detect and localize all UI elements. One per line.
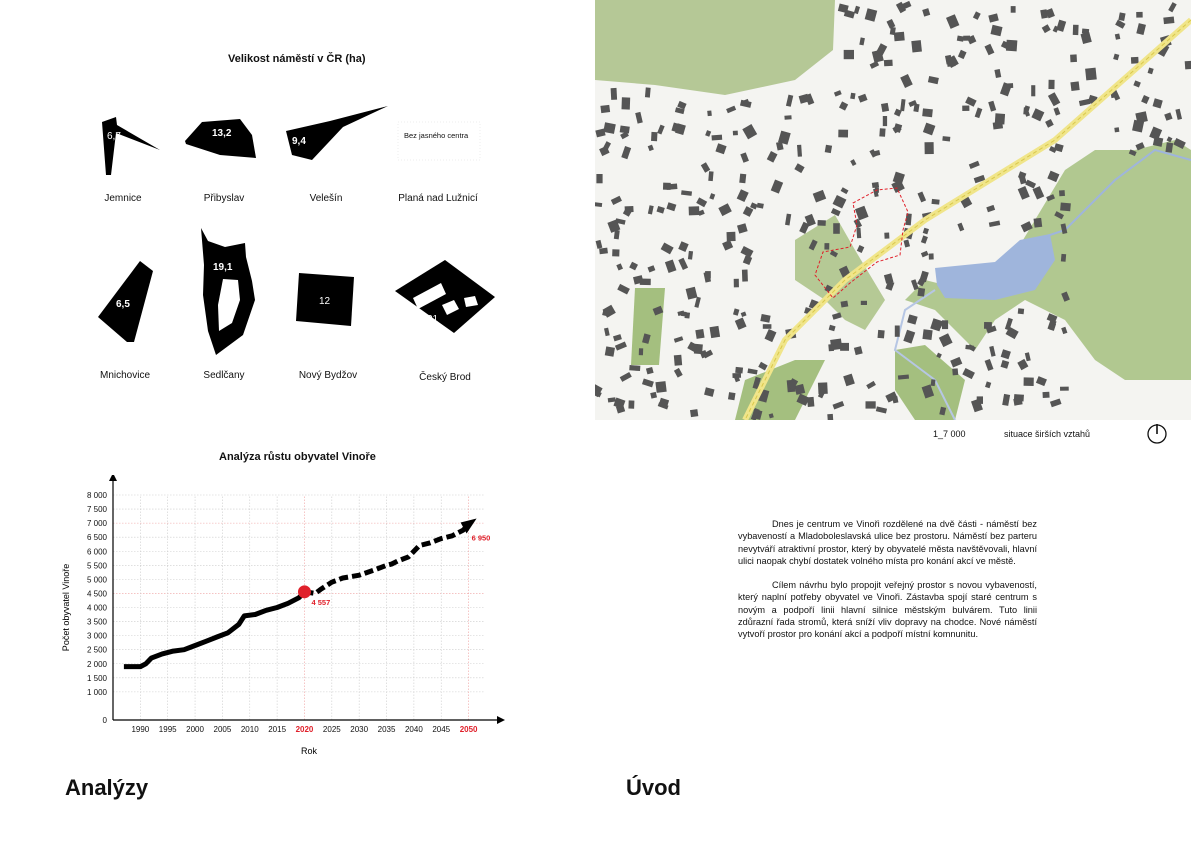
- map-building: [995, 113, 1005, 124]
- map-building: [850, 93, 855, 100]
- square-value: 13,2: [212, 128, 232, 139]
- map-building: [742, 270, 748, 282]
- map-building: [727, 232, 736, 242]
- data-label: 4 557: [311, 597, 331, 607]
- intro-text: [738, 518, 1037, 653]
- y-tick-label: 1 500: [86, 673, 107, 683]
- map-building: [922, 108, 933, 117]
- map-building: [1043, 392, 1050, 398]
- y-tick-label: 4 500: [86, 589, 107, 599]
- y-tick-label: 2 500: [86, 645, 107, 655]
- map-building: [1165, 142, 1173, 152]
- map-building: [856, 228, 861, 239]
- y-tick-label: 8 000: [86, 491, 107, 500]
- map-building: [733, 131, 738, 136]
- data-label: 6 950: [471, 533, 491, 543]
- map-building: [739, 174, 746, 184]
- chart-title: Analýza růstu obyvatel Vinoře: [219, 451, 376, 463]
- y-tick-label: 3 500: [86, 617, 107, 627]
- map-building: [639, 348, 643, 355]
- map-building: [957, 36, 964, 42]
- map-building: [603, 122, 616, 134]
- x-tick-label: 2025: [322, 725, 341, 734]
- square-shape-cesky-brod: [395, 260, 495, 333]
- site-map: [595, 0, 1191, 420]
- map-building: [929, 253, 934, 259]
- map-building: [681, 311, 687, 316]
- map-building: [825, 145, 832, 153]
- map-building: [734, 279, 739, 288]
- map-building: [663, 183, 671, 190]
- map-building: [705, 271, 711, 278]
- map-building: [844, 50, 854, 59]
- map-building: [689, 206, 700, 215]
- map-building: [931, 379, 936, 386]
- map-building: [763, 324, 772, 329]
- map-building: [695, 329, 704, 339]
- y-tick-label: 3 000: [86, 631, 107, 641]
- y-tick-label: 2 000: [86, 659, 107, 669]
- map-building: [1070, 81, 1079, 91]
- map-building: [866, 401, 876, 408]
- map-building: [1136, 12, 1142, 18]
- map-building: [911, 40, 922, 52]
- map-scale: 1_7 000: [933, 429, 966, 439]
- map-building: [611, 88, 618, 100]
- map-building: [942, 320, 948, 329]
- x-tick-label: 2035: [377, 725, 396, 734]
- y-tick-label: 1 000: [86, 687, 107, 697]
- map-building: [728, 392, 736, 400]
- map-building: [608, 397, 616, 402]
- y-tick-label: 7 500: [86, 505, 107, 515]
- map-building: [1073, 25, 1079, 35]
- map-building: [674, 355, 682, 366]
- map-building: [861, 301, 867, 305]
- map-building: [827, 414, 833, 420]
- y-tick-label: 5 000: [86, 575, 107, 585]
- square-value: 21: [427, 314, 439, 325]
- map-building: [1163, 17, 1174, 25]
- y-tick-label: 7 000: [86, 519, 107, 529]
- map-building: [640, 279, 651, 286]
- x-axis-arrow: [497, 716, 505, 724]
- map-building: [881, 103, 889, 112]
- map-building: [952, 368, 958, 375]
- map-building: [942, 136, 950, 141]
- map-caption: situace širších vztahů: [1004, 429, 1091, 439]
- square-name: Přibyslav: [203, 193, 245, 204]
- map-building: [1048, 80, 1054, 89]
- square-name: Jemnice: [104, 193, 142, 204]
- square-value: 12: [319, 296, 331, 307]
- x-axis-label: Rok: [300, 746, 318, 756]
- map-building: [917, 288, 925, 297]
- x-tick-label: 2005: [213, 725, 232, 734]
- series-line-forecast: [305, 525, 469, 594]
- highlight-point: [298, 585, 311, 598]
- square-value: 9,4: [292, 136, 306, 147]
- north-arrow-icon: [1146, 423, 1168, 445]
- map-building: [872, 182, 879, 188]
- map-building: [931, 199, 939, 205]
- y-axis-label: Počet obyvatel Vinoře: [61, 563, 71, 652]
- section-title-uvod: Úvod: [626, 775, 681, 800]
- map-building: [628, 400, 634, 408]
- map-building: [884, 60, 893, 67]
- map-building: [1011, 6, 1016, 13]
- square-value: 6,5: [116, 299, 130, 310]
- intro-paragraph: Cílem návrhu bylo propojit veřejný prostor s novou vybaveností, který naplní potřeby obyvatel ve Vinoři. Zástavba spojí staré centrum s novým a podpoří linii hlavní silnice městským bulvárem. Tuto linii zdůrazní řada stromů, která sníží vliv dopravy na chodce. Nové náměstí vytvoří prostor pro konání akcí a podpoří místní komnunitu.: [738, 580, 1037, 640]
- map-building: [817, 220, 825, 226]
- square-name: Český Brod: [419, 372, 471, 383]
- map-building: [651, 132, 657, 141]
- square-shape-jemnice: [102, 117, 160, 175]
- intro-paragraph: Dnes je centrum ve Vinoři rozdělené na dvě části - náměstí bez vybaveností a Mladoboleslavská ulice bez prostoru. Náměstí bez parteru nevytváří atraktivní prostor, který by obyvatelé města navštěvovali, hlavní ulici naopak chybí dostatek volného místa pro konání akcí ve městě.: [738, 519, 1037, 566]
- map-building: [922, 329, 932, 340]
- map-building: [1024, 377, 1034, 386]
- map-building: [784, 115, 791, 119]
- y-tick-label: 4 000: [86, 603, 107, 613]
- map-building: [838, 130, 848, 138]
- map-building: [1059, 190, 1065, 196]
- square-value: 6,7: [107, 131, 121, 142]
- section-title-analyzy: Analýzy: [65, 775, 149, 800]
- square-name: Velešín: [309, 193, 343, 204]
- map-building: [621, 97, 630, 109]
- map-building: [962, 105, 969, 111]
- map-building: [884, 232, 889, 238]
- map-building: [984, 322, 992, 329]
- map-building: [1060, 387, 1069, 391]
- x-tick-label: 1995: [158, 725, 177, 734]
- map-building: [732, 373, 741, 378]
- y-tick-label: 6 000: [86, 547, 107, 557]
- map-building: [1031, 85, 1035, 96]
- x-tick-label: 2040: [404, 725, 423, 734]
- map-building: [878, 330, 885, 339]
- map-building: [1114, 127, 1119, 132]
- map-building: [612, 249, 619, 256]
- square-name: Nový Bydžov: [298, 370, 358, 381]
- map-building: [735, 367, 743, 374]
- map-building: [1023, 107, 1028, 114]
- map-building: [655, 381, 666, 393]
- y-tick-label: 5 500: [86, 561, 107, 571]
- map-building: [895, 326, 900, 337]
- square-value: 19,1: [213, 262, 233, 273]
- map-building: [1185, 61, 1191, 70]
- map-building: [1006, 40, 1017, 52]
- map-building: [1061, 254, 1066, 262]
- square-value: Bez jasného centra: [404, 131, 469, 140]
- map-building: [797, 145, 802, 157]
- x-tick-label: 2015: [268, 725, 287, 734]
- map-building: [712, 135, 723, 141]
- map-building: [1014, 394, 1024, 401]
- x-tick-label: 2000: [186, 725, 204, 734]
- map-building: [1085, 68, 1097, 81]
- map-building: [894, 32, 905, 42]
- map-building: [883, 116, 887, 126]
- map-building: [1060, 203, 1071, 212]
- map-building: [1131, 57, 1139, 64]
- map-building: [600, 105, 610, 113]
- map-building: [925, 142, 934, 154]
- y-tick-label: 6 500: [86, 533, 107, 543]
- square-name: Mnichovice: [99, 370, 151, 381]
- y-tick-label: 0: [102, 716, 107, 725]
- map-building: [1018, 308, 1024, 314]
- y-axis-arrow: [109, 475, 117, 481]
- x-tick-label: 1990: [131, 725, 150, 734]
- map-building: [840, 343, 849, 351]
- map-building: [710, 326, 721, 338]
- square-shape-velesin: [286, 106, 388, 160]
- map-building: [1070, 54, 1077, 62]
- map-building: [707, 110, 712, 116]
- map-building: [620, 126, 630, 134]
- square-shape-plana: [398, 122, 480, 160]
- map-building: [833, 223, 840, 234]
- population-chart: [55, 475, 515, 765]
- map-building: [645, 87, 651, 97]
- map-building: [605, 346, 615, 356]
- map-building: [596, 174, 602, 183]
- map-building: [841, 301, 849, 308]
- x-tick-label: 2045: [432, 725, 451, 734]
- map-building: [629, 365, 640, 371]
- x-tick-label: 2020: [295, 725, 314, 734]
- map-building: [599, 248, 608, 255]
- square-name: Sedlčany: [203, 370, 245, 381]
- x-tick-label: 2050: [459, 725, 478, 734]
- map-building: [1034, 218, 1043, 228]
- x-tick-label: 2030: [350, 725, 369, 734]
- map-building: [690, 409, 698, 417]
- squares-title: Velikost náměstí v ČR (ha): [228, 53, 366, 65]
- map-building: [947, 57, 956, 67]
- square-name: Planá nad Lužnicí: [398, 193, 478, 204]
- map-building: [708, 171, 713, 181]
- map-building: [879, 128, 885, 137]
- x-tick-label: 2010: [240, 725, 259, 734]
- map-building: [824, 243, 829, 249]
